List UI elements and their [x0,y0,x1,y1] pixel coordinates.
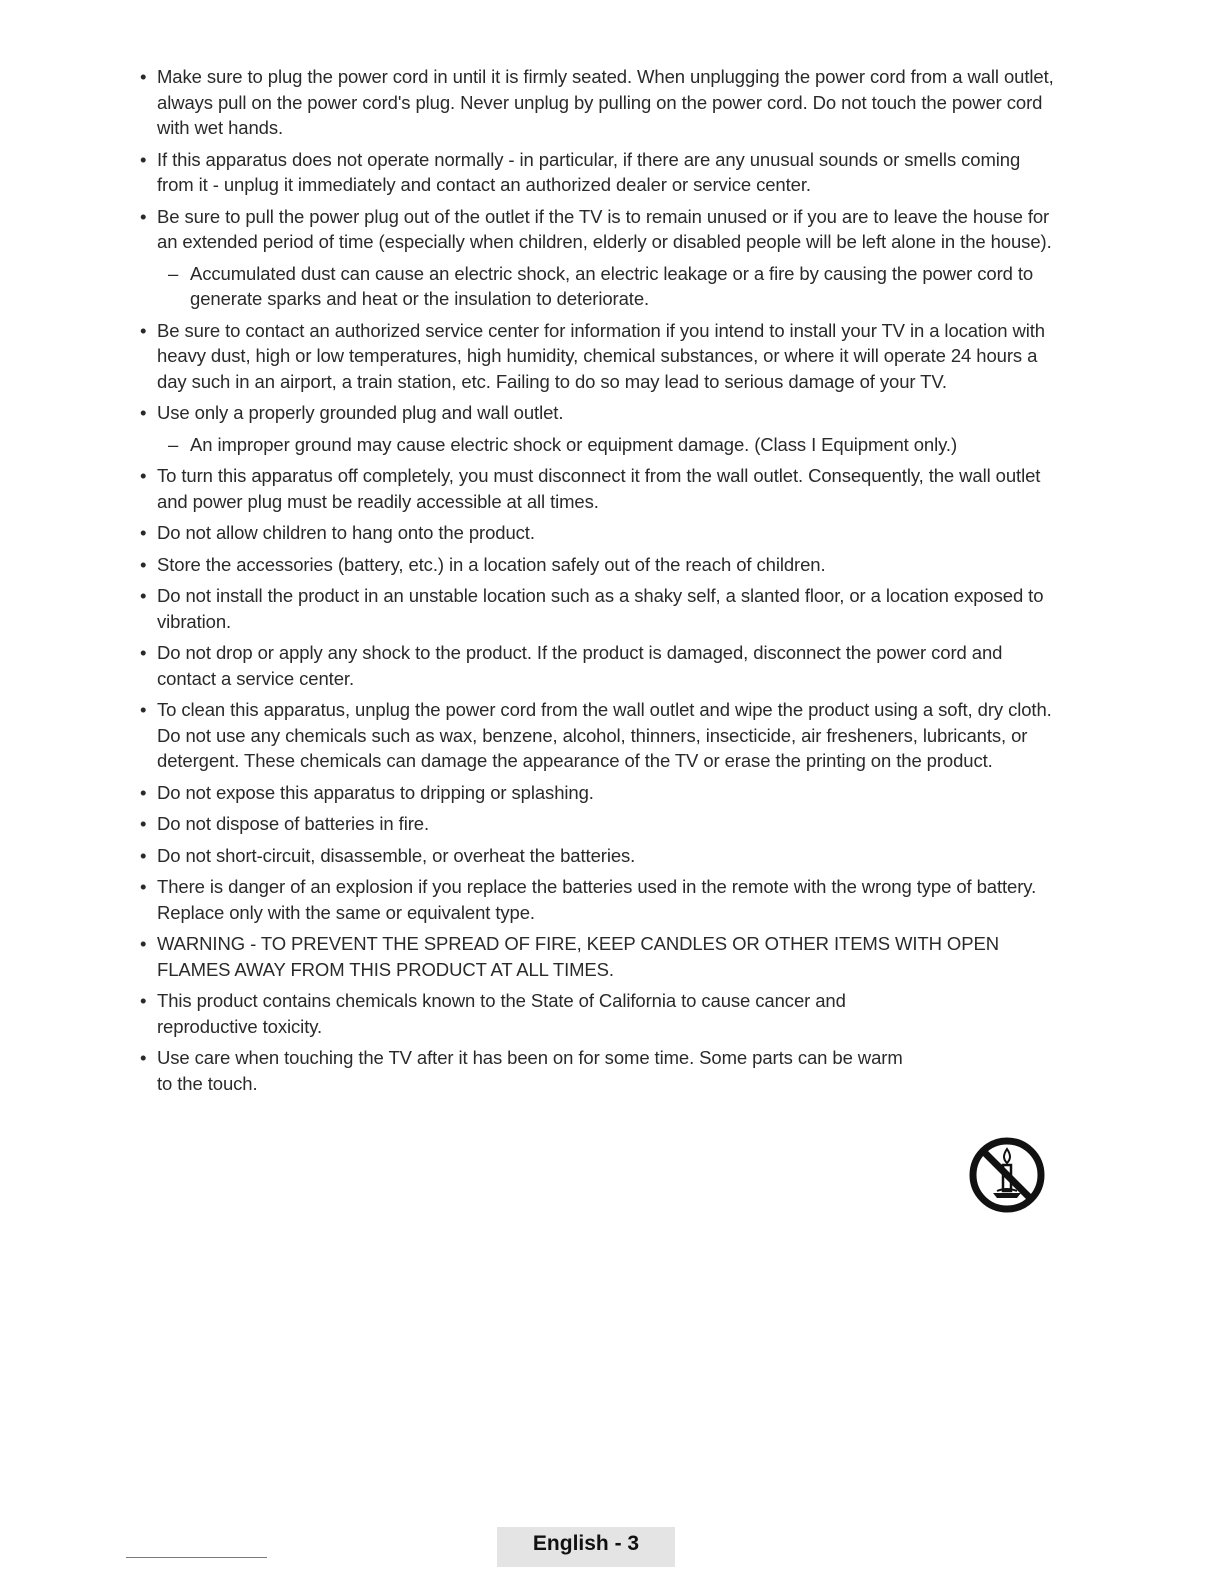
item-text: Use only a properly grounded plug and wall outlet. [157,402,564,423]
item-text: Do not drop or apply any shock to the product. If the product is damaged, disconnect the power cord and contact a service center. [157,642,1003,689]
item-text: Do not dispose of batteries in fire. [157,813,429,834]
item-text: Do not short-circuit, disassemble, or overheat the batteries. [157,844,636,866]
bullet-marker: • [140,205,147,227]
bullet-marker: • [140,781,147,803]
item-text: Store the accessories (battery, etc.) in a location safely out of the reach of children. [157,553,826,575]
list-item [138,520,1058,546]
bullet-marker: • [140,585,147,606]
bullet-marker: • [140,844,147,866]
list-item [138,640,1058,691]
list-item [138,1045,917,1096]
item-text: Be sure to contact an authorized service center for information if you intend to install your TV in a location with heavy dust, high or low temperatures, high humidity, chemical substances, or where it will operate 24 hours a day such in an airport, a train station, etc. Failing to do so may lead to serious damage of your TV. [157,319,1045,392]
bullet-marker: • [140,319,147,341]
bullet-marker: • [140,642,147,663]
list-item [138,463,1058,514]
item-text: To turn this apparatus off completely, you must disconnect it from the wall outlet. Consequently, the wall outlet and power plug must be readily accessible at all times. [157,465,1041,512]
bullet-marker: • [140,148,147,170]
list-item [138,697,1058,774]
item-text: Be sure to pull the power plug out of the outlet if the TV is to remain unused or if you are to leave the house for an extended period of time (especially when children, elderly or disabled people will be left alone in the house). [157,205,1052,252]
bullet-marker: • [140,553,147,575]
list-item [138,552,1058,578]
bullet-marker: • [140,813,147,834]
list-item [138,318,1058,395]
item-text: To clean this apparatus, unplug the power cord from the wall outlet and wipe the product using a soft, dry cloth. Do not use any chemicals such as wax, benzene, alcohol, thinners, insecticide, air fresheners, lubricants, or detergent. These chemicals can damage the appearance of the TV or erase the printing on the product. [157,699,1052,771]
item-text: Do not install the product in an unstable location such as a shaky self, a slanted floor, or a location exposed to vibration. [157,585,1044,632]
item-text: There is danger of an explosion if you replace the batteries used in the remote with the wrong type of battery. Replace only with the same or equivalent type. [157,876,1037,923]
list-item [138,811,1058,837]
item-text: Accumulated dust can cause an electric shock, an electric leakage or a fire by causing the power cord to generate sparks and heat or the insulation to deteriorate. [190,262,1034,309]
item-text: If this apparatus does not operate normally - in particular, if there are any unusual sounds or smells coming from it - unplug it immediately and contact an authorized dealer or service center. [157,148,1021,195]
bullet-marker: • [140,66,147,87]
item-text: Do not expose this apparatus to dripping or splashing. [157,781,594,803]
item-text: Do not allow children to hang onto the product. [157,522,535,543]
sub-list-item [168,261,1058,312]
list-item [138,204,1058,255]
footer-rule [126,1557,267,1558]
page-number: English - 3 [497,1527,675,1567]
bullet-marker: • [140,933,147,954]
bullet-marker: • [140,876,147,897]
dash-marker: – [168,433,179,455]
bullet-marker: • [140,1047,147,1068]
bullet-marker: • [140,402,147,423]
list-item [138,780,1058,806]
list-item [138,874,1058,925]
bullet-marker: • [140,522,147,543]
no-open-flame-icon [967,1135,1047,1215]
item-text: Use care when touching the TV after it has been on for some time. Some parts can be warm to the touch. [157,1047,903,1094]
item-text: WARNING - TO PREVENT THE SPREAD OF FIRE, KEEP CANDLES OR OTHER ITEMS WITH OPEN FLAMES AWAY FROM THIS PRODUCT AT ALL TIMES. [157,933,999,980]
list-item [138,64,1058,141]
list-item [138,988,917,1039]
item-text: Make sure to plug the power cord in until it is firmly seated. When unplugging the power cord from a wall outlet, always pull on the power cord's plug. Never unplug by pulling on the power cord. Do not touch the power cord with wet hands. [157,66,1054,138]
list-item [138,843,1058,869]
bullet-marker: • [140,699,147,720]
bullet-marker: • [140,465,147,486]
list-item [138,147,1058,198]
sub-list-item [168,432,1058,458]
list-item [138,931,1058,982]
item-text: An improper ground may cause electric shock or equipment damage. (Class I Equipment only.) [190,433,957,455]
list-item [138,583,1058,634]
bullet-marker: • [140,990,147,1011]
list-item [138,400,1058,426]
item-text: This product contains chemicals known to the State of California to cause cancer and reproductive toxicity. [157,990,846,1037]
safety-instructions-list [138,64,1058,1102]
dash-marker: – [168,262,179,284]
